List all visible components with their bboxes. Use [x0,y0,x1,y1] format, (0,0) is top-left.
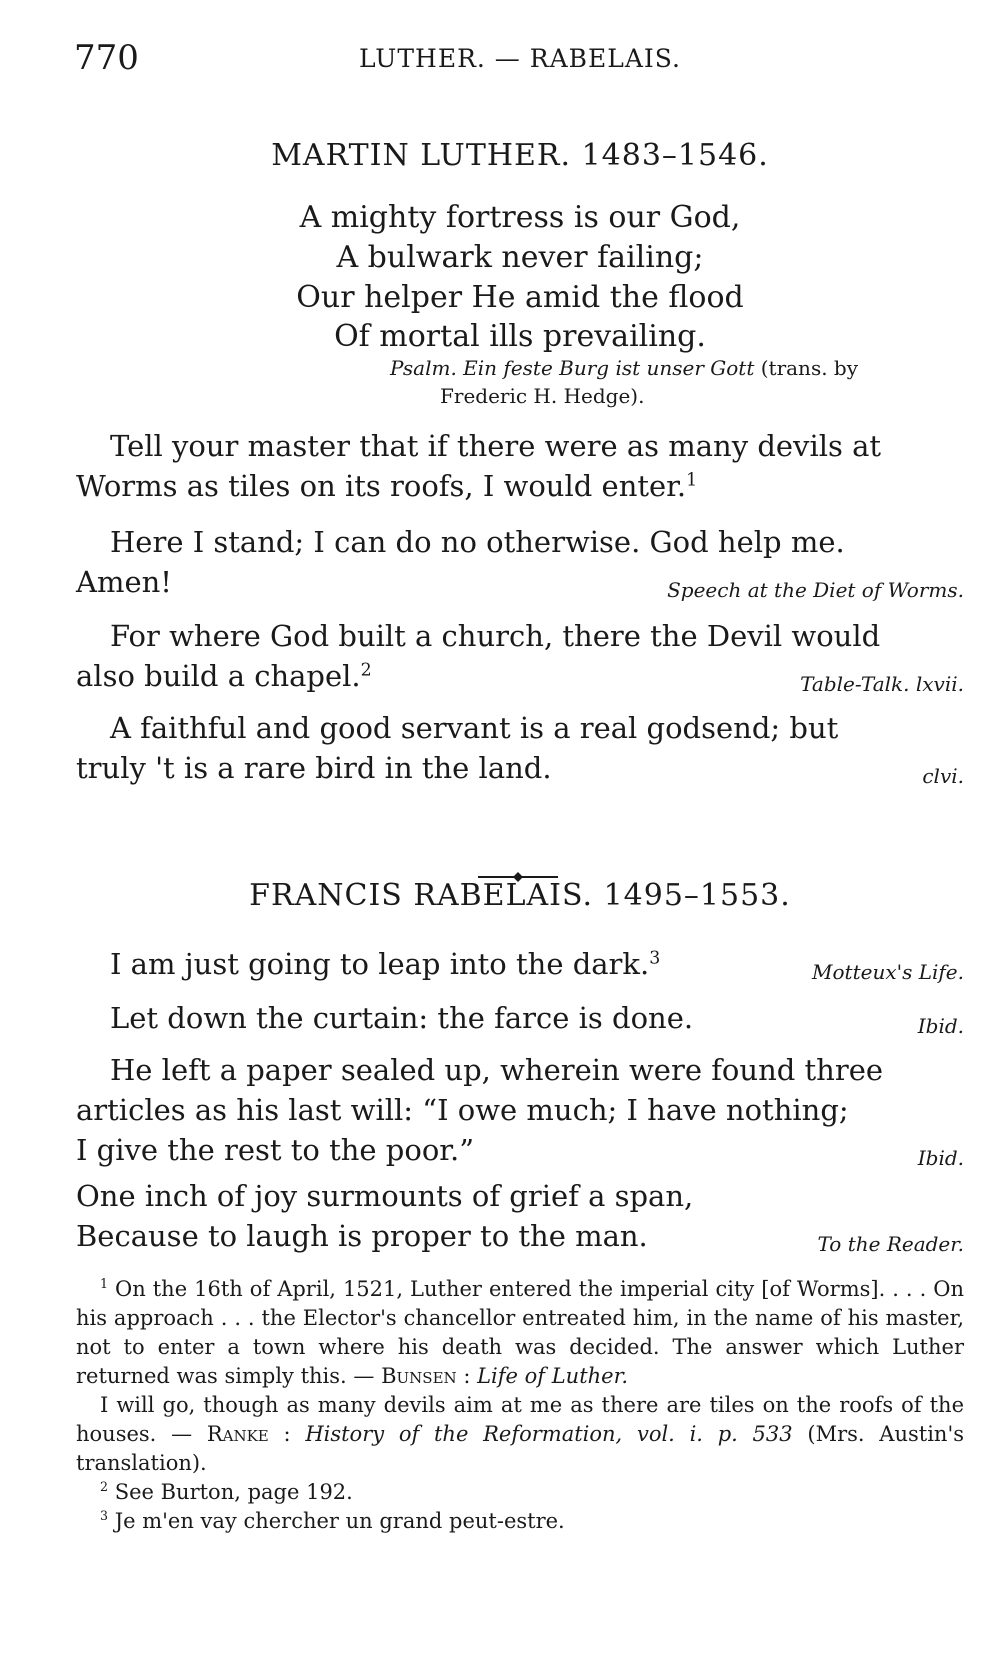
quote-luther-chapel: For where God built a church, there the Devil would also build a chapel.$^2$ Table-Talk. lxvii. [76,619,964,696]
quote-rabelais-joy: One inch of joy surmounts of grief a span, Because to laugh is proper to the man. To the Reader. [76,1179,964,1256]
footnote-marker: 1 [100,1276,109,1291]
page-number: 770 [74,38,139,78]
verse-line: Of mortal ills prevailing. [334,319,706,354]
footnote-1: $^1$ On the 16th of April, 1521, Luther entered the imperial city [of Worms]. . . . On his approach . . . the Elector's chancellor entreated him, in the name of his master, not to enter a town where his death was decided. The answer which Luther returned was simply this. — Bunsen : Life of Luther. I will go, though as many devils aim at me as there are tiles on the roofs of the houses. — Ranke : History of the Reformation, vol. i. p. 533 (Mrs. Austin's translation). $^2$ See Burton, page 192. $^3$ Je m'en vay chercher un grand peut-estre. [76,1276,964,1533]
section-heading-luther: MARTIN LUTHER. 1483–1546. [271,138,769,173]
footnote-marker: 3 [100,1508,109,1523]
verse-line: A mighty fortress is our God, [299,200,741,235]
verse-line: Our helper He amid the flood [296,280,744,315]
verse-source: Psalm. Ein feste Burg ist unser Gott (trans. by [390,356,859,380]
quote-rabelais-will: He left a paper sealed up, wherein were found three articles as his last will: “I owe much; I have nothing; I give the rest to the poor.” Ibid. [76,1053,964,1170]
quote-rabelais-curtain: Let down the curtain: the farce is done. Ibid. [110,1001,964,1038]
quote-luther-servant: A faithful and good servant is a real godsend; but truly 't is a rare bird in the land. clvi. [76,711,964,788]
quote-rabelais-dark: I am just going to leap into the dark.$^3$ Motteux's Life. [110,947,964,984]
running-head: LUTHER. — RABELAIS. [359,44,681,73]
verse-line: A bulwark never failing; [336,240,704,275]
footnote-marker: 2 [100,1479,109,1494]
verse-source-cont: Frederic H. Hedge). [440,384,645,408]
quote-luther-here-i-stand: Here I stand; I can do no otherwise. God help me. Amen! Speech at the Diet of Worms. [76,525,964,602]
quote-luther-worms: Tell your master that if there were as many devils at Worms as tiles on its roofs, I would enter.$^1$ [76,429,882,503]
section-heading-rabelais: FRANCIS RABELAIS. 1495–1553. [249,878,791,913]
